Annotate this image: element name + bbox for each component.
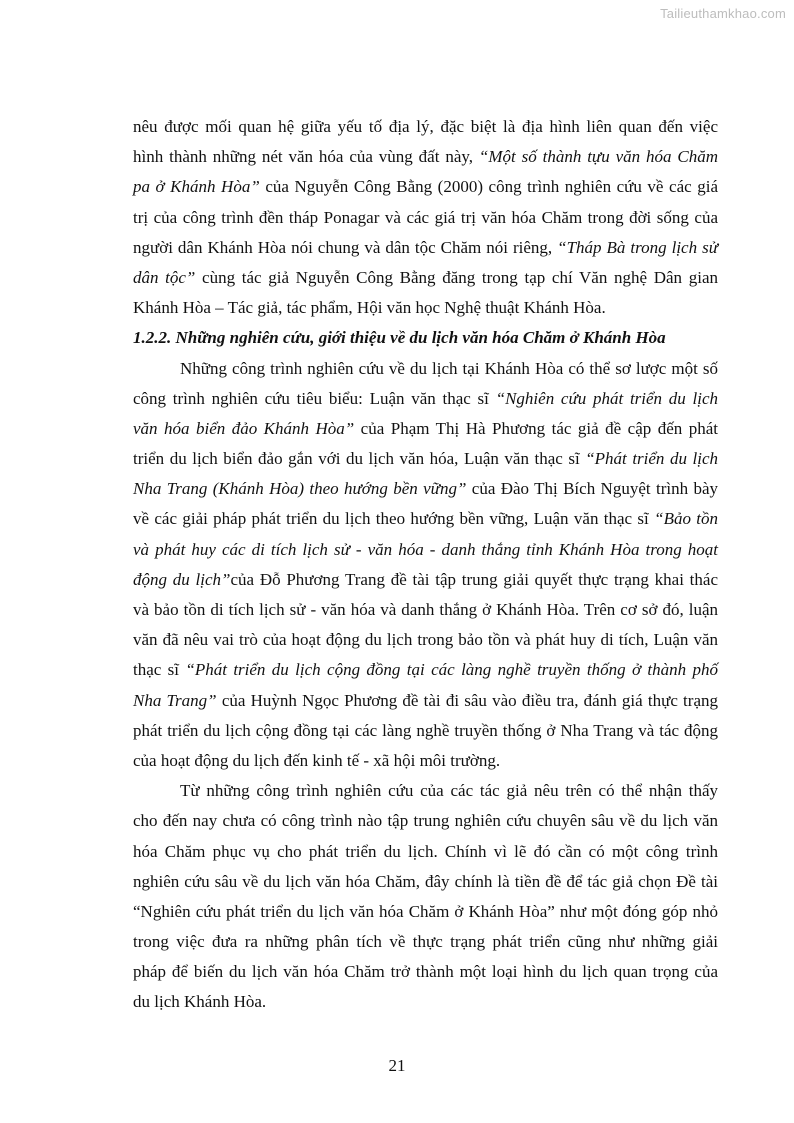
paragraph-1: [133, 112, 718, 323]
text-line: văn hóa biển đảo Khánh Hòa” của Phạm Thị Hà Phương tác giả đề cập đến phát: [133, 418, 718, 438]
text-line: phát triển du lịch cộng đồng tại các làng nghề truyền thống ở Nha Trang và tác động: [133, 720, 718, 740]
text-line: du lịch Khánh Hòa.: [133, 992, 267, 1012]
text-line: hình thành những nét văn hóa của vùng đất này, “Một số thành tựu văn hóa Chăm: [133, 147, 718, 167]
paragraph-2: [133, 354, 718, 777]
italic-title: “Bảo tồn: [654, 509, 719, 529]
text-line: Khánh Hòa – Tác giả, tác phẩm, Hội văn học Nghệ thuật Khánh Hòa.: [133, 298, 606, 318]
italic-title: động du lịch”: [133, 569, 231, 589]
text-line: Những công trình nghiên cứu về du lịch tại Khánh Hòa có thể sơ lược một số: [180, 358, 718, 378]
text-line: về các giải pháp phát triển du lịch theo hướng bền vững, Luận văn thạc sĩ “Bảo tồn: [133, 509, 719, 529]
text-line: công trình nghiên cứu tiêu biểu: Luận văn thạc sĩ “Nghiên cứu phát triển du lịch: [133, 388, 719, 408]
text-line: Từ những công trình nghiên cứu của các tác giả nêu trên có thể nhận thấy: [180, 781, 718, 801]
italic-title: Nha Trang”: [133, 690, 217, 710]
italic-title: pa ở Khánh Hòa”: [133, 177, 260, 197]
paragraph-3: [133, 776, 718, 1018]
italic-title: “Nghiên cứu phát triển du lịch: [495, 388, 719, 408]
italic-title: “Phát triển du lịch: [585, 449, 718, 469]
text-line: thạc sĩ “Phát triển du lịch cộng đồng tại các làng nghề truyền thống ở thành phố: [133, 660, 718, 680]
text-line: trị của công trình đền tháp Ponagar và các giá trị văn hóa Chăm trong đời sống của: [133, 207, 718, 227]
text-line: pa ở Khánh Hòa” của Nguyễn Công Bằng (2000) công trình nghiên cứu về các giá: [133, 177, 718, 197]
text-line: của hoạt động du lịch đến kinh tế - xã hội môi trường.: [133, 750, 501, 770]
page-number: 21: [388, 1056, 406, 1075]
italic-title: Nha Trang (Khánh Hòa) theo hướng bền vững”: [133, 479, 467, 499]
italic-title: dân tộc”: [133, 267, 196, 287]
text-line: pháp để biến du lịch văn hóa Chăm trở thành một loại hình du lịch quan trọng của: [133, 962, 718, 982]
text-line: triển du lịch biển đảo gắn với du lịch văn hóa, Luận văn thạc sĩ “Phát triển du lịch: [133, 449, 718, 469]
text-line: Nha Trang (Khánh Hòa) theo hướng bền vững” của Đào Thị Bích Nguyệt trình bày: [133, 479, 718, 499]
italic-title: và phát huy các di tích lịch sử - văn hóa - danh thắng tỉnh Khánh Hòa trong hoạt: [133, 539, 718, 559]
text-line: động du lịch”của Đỗ Phương Trang đề tài tập trung giải quyết thực trạng khai thác: [133, 569, 718, 589]
text-line: nghiên cứu sâu về du lịch văn hóa Chăm, đây chính là tiền đề để tác giả chọn Đề tài: [133, 871, 718, 891]
text-line: người dân Khánh Hòa nói chung và dân tộc Chăm nói riêng, “Tháp Bà trong lịch sử: [133, 237, 718, 257]
text-line: cho đến nay chưa có công trình nào tập trung nghiên cứu chuyên sâu về du lịch văn: [133, 811, 718, 831]
text-line: [133, 535, 718, 565]
text-line: và bảo tồn di tích lịch sử - văn hóa và danh thắng ở Khánh Hòa. Trên cơ sở đó, luận: [133, 600, 718, 619]
text-line: dân tộc” cùng tác giả Nguyễn Công Bằng đăng trong tạp chí Văn nghệ Dân gian: [133, 267, 718, 287]
text-line: nêu được mối quan hệ giữa yếu tố địa lý, đặc biệt là địa hình liên quan đến việc: [133, 117, 718, 136]
watermark: Tailieuthamkhao.com: [660, 6, 786, 21]
text-line: hóa Chăm phục vụ cho phát triển du lịch. Chính vì lẽ đó cần có một công trình: [133, 841, 718, 861]
section-heading: 1.2.2. Những nghiên cứu, giới thiệu về du lịch văn hóa Chăm ở Khánh Hòa: [133, 328, 666, 348]
text-line: “Nghiên cứu phát triển du lịch văn hóa Chăm ở Khánh Hòa” như một đóng góp nhỏ: [133, 901, 718, 921]
text-line: trong việc đưa ra những phân tích về thực trạng phát triển cũng như những giải: [133, 932, 718, 952]
italic-title: văn hóa biển đảo Khánh Hòa”: [133, 418, 355, 438]
italic-title: “Tháp Bà trong lịch sử: [557, 237, 718, 257]
italic-title: “Phát triển du lịch cộng đồng tại các làng nghề truyền thống ở thành phố: [185, 660, 718, 680]
text-line: Nha Trang” của Huỳnh Ngọc Phương đề tài đi sâu vào điều tra, đánh giá thực trạng: [133, 690, 718, 710]
body-text: [133, 112, 718, 1018]
italic-title: “Một số thành tựu văn hóa Chăm: [478, 147, 718, 167]
text-line: văn đã nêu vai trò của hoạt động du lịch trong bảo tồn và phát huy di tích, Luận văn: [133, 630, 718, 650]
